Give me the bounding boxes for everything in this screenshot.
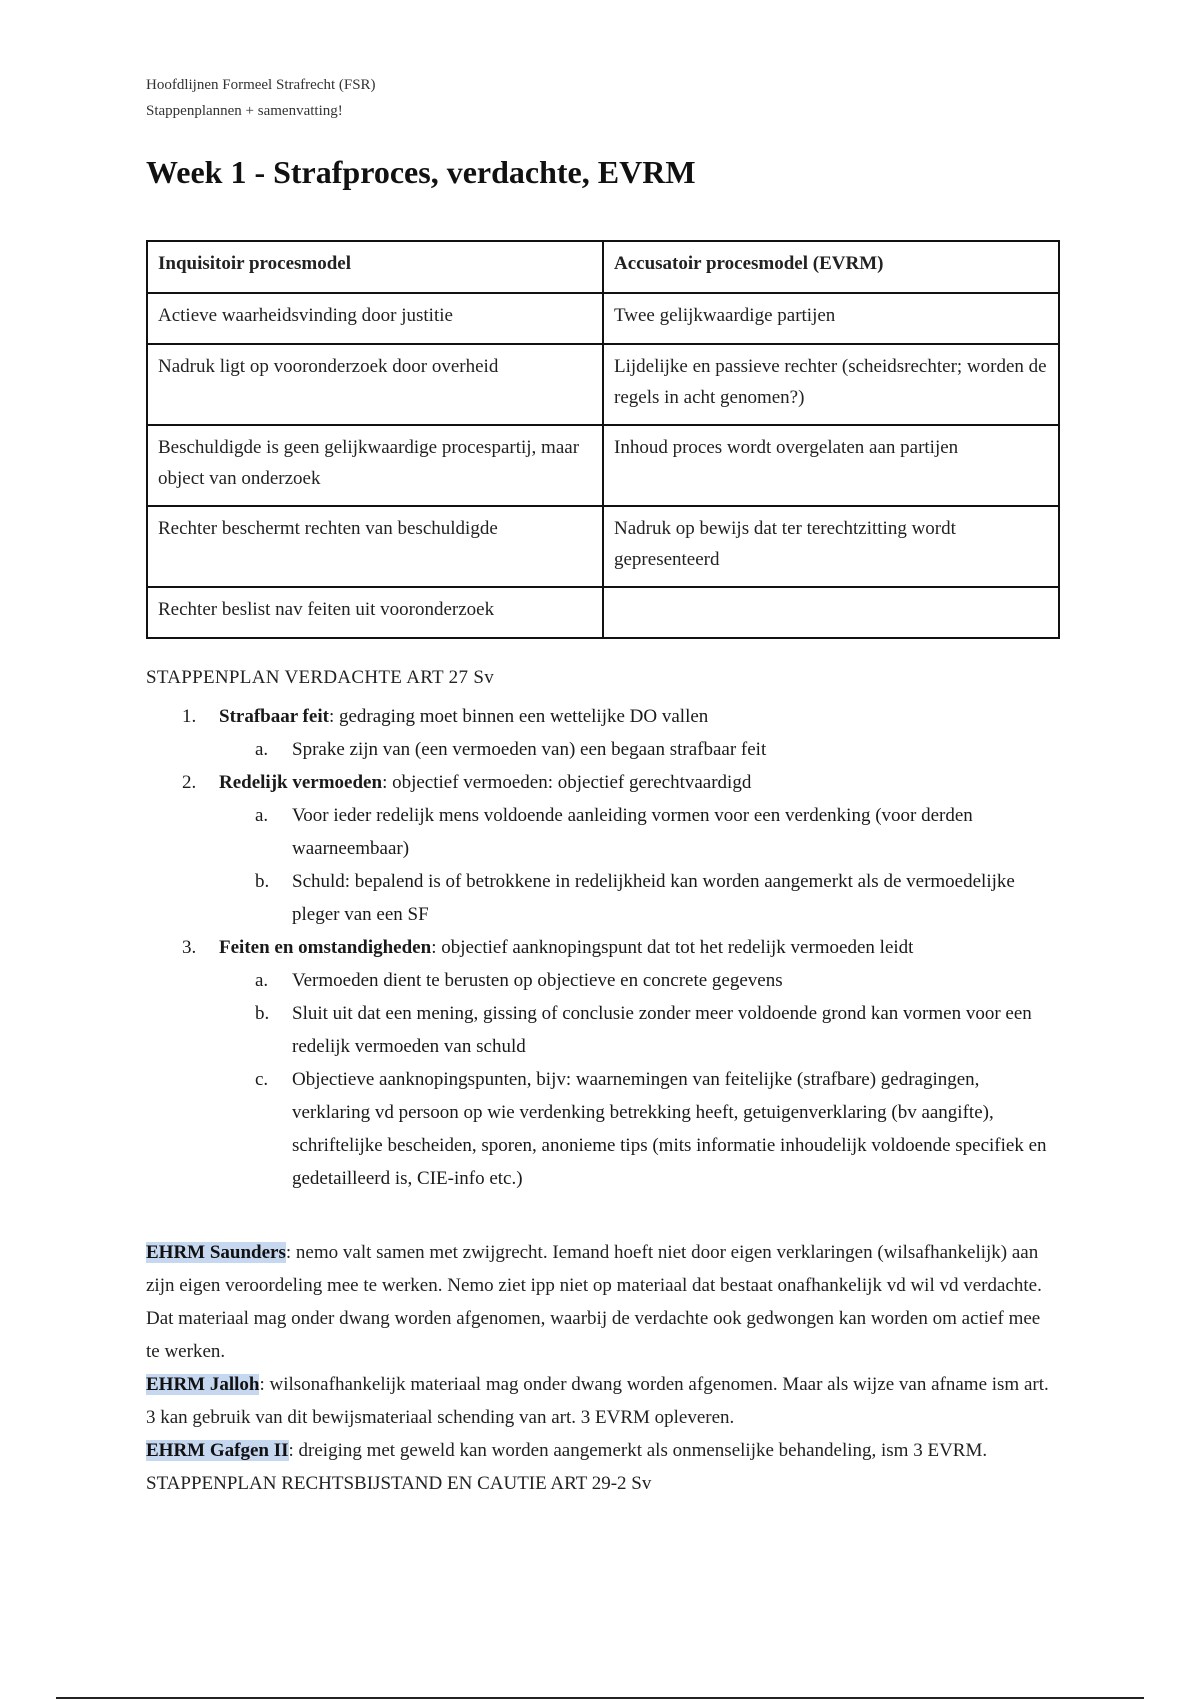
list-item	[219, 1063, 1058, 1195]
step-text: : objectief vermoeden: objectief gerechtvaardigd	[382, 772, 752, 793]
list-item	[219, 733, 1058, 766]
step-text: : gedraging moet binnen een wettelijke DO vallen	[328, 706, 709, 727]
case-text: : dreiging met geweld kan worden aangemerkt als onmenselijke behandeling, ism 3 EVRM.	[288, 1440, 988, 1461]
sub-step-text: Vermoeden dient te berusten op objectieve en concrete gegevens	[292, 970, 783, 991]
case-paragraph	[146, 1368, 1058, 1434]
procesmodel-table	[146, 240, 1060, 639]
table-cell: Nadruk op bewijs dat ter terechtzitting wordt gepresenteerd	[603, 506, 1059, 587]
table-row	[147, 344, 1059, 425]
step-term: Redelijk vermoeden	[219, 772, 383, 793]
list-item	[219, 964, 1058, 997]
sub-list	[219, 733, 1058, 766]
sub-step-text: Objectieve aanknopingspunten, bijv: waarnemingen van feitelijke (strafbare) gedragingen, verklaring vd persoon op wie verdenking betrekking heeft, getuigenverklaring (bv aangifte), schriftelijke bescheiden, sporen, anonieme tips (mits informatie inhoudelijk voldoende specifiek en gedetailleerd is, CIE-info etc.)	[292, 1069, 1047, 1189]
table-cell	[603, 587, 1059, 638]
step-term: Strafbaar feit	[219, 706, 329, 727]
case-name-highlight: EHRM Saunders	[146, 1242, 286, 1263]
ehrm-cases	[146, 1236, 1058, 1500]
step-text: : objectief aanknopingspunt dat tot het redelijk vermoeden leidt	[431, 937, 914, 958]
stappenplan-list	[146, 700, 1058, 1195]
table-cell: Beschuldigde is geen gelijkwaardige procespartij, maar object van onderzoek	[147, 425, 603, 506]
table-cell: Actieve waarheidsvinding door justitie	[147, 293, 603, 344]
table-cell: Lijdelijke en passieve rechter (scheidsrechter; worden de regels in acht genomen?)	[603, 344, 1059, 425]
case-paragraph	[146, 1434, 1058, 1467]
case-paragraph	[146, 1236, 1058, 1368]
table-row	[147, 293, 1059, 344]
table-row	[147, 587, 1059, 638]
sub-list	[219, 964, 1058, 1195]
case-name-highlight: EHRM Jalloh	[146, 1374, 260, 1395]
sub-step-letter: a.	[255, 805, 269, 826]
case-name-highlight: EHRM Gafgen II	[146, 1440, 289, 1461]
section-title-verdachte: STAPPENPLAN VERDACHTE ART 27 Sv	[146, 667, 494, 688]
step-number: 3.	[182, 937, 197, 958]
page-title: Week 1 - Strafproces, verdachte, EVRM	[146, 154, 696, 190]
doc-header-line-1: Hoofdlijnen Formeel Strafrecht (FSR)	[146, 77, 376, 93]
table-cell: Nadruk ligt op vooronderzoek door overheid	[147, 344, 603, 425]
table-cell: Inhoud proces wordt overgelaten aan partijen	[603, 425, 1059, 506]
list-item	[219, 865, 1058, 931]
list-item	[219, 799, 1058, 865]
case-text: : wilsonafhankelijk materiaal mag onder dwang worden afgenomen. Maar als wijze van afname ism art. 3 kan gebruik van dit bewijsmateriaal schending van art. 3 EVRM opleveren.	[146, 1374, 1049, 1428]
table-header-accusatoir: Accusatoir procesmodel (EVRM)	[603, 241, 1059, 293]
case-text: : nemo valt samen met zwijgrecht. Iemand hoeft niet door eigen verklaringen (wilsafhankelijk) aan zijn eigen veroordeling mee te werken. Nemo ziet ipp niet op materiaal dat bestaat onafhankelijk vd wil vd verdachte. Dat materiaal mag onder dwang worden afgenomen, waarbij de verdachte ook gedwongen kan worden om actief mee te werken.	[146, 1242, 1042, 1362]
table-cell: Rechter beschermt rechten van beschuldigde	[147, 506, 603, 587]
sub-step-letter: b.	[255, 871, 270, 892]
doc-header-line-2: Stappenplannen + samenvatting!	[146, 103, 343, 119]
table-header-row	[147, 241, 1059, 293]
step-number: 1.	[182, 706, 197, 727]
sub-step-text: Voor ieder redelijk mens voldoende aanleiding vormen voor een verdenking (voor derden waarneembaar)	[292, 805, 973, 859]
sub-step-text: Sprake zijn van (een vermoeden van) een begaan strafbaar feit	[292, 739, 767, 760]
table-row	[147, 506, 1059, 587]
table-header-inquisitoir: Inquisitoir procesmodel	[147, 241, 603, 293]
table-cell: Twee gelijkwaardige partijen	[603, 293, 1059, 344]
bottom-divider	[56, 1697, 1144, 1699]
list-item	[146, 700, 1058, 766]
list-item	[146, 931, 1058, 1195]
table-cell: Rechter beslist nav feiten uit vooronderzoek	[147, 587, 603, 638]
step-number: 2.	[182, 772, 197, 793]
sub-list	[219, 799, 1058, 931]
list-item	[219, 997, 1058, 1063]
step-term: Feiten en omstandigheden	[219, 937, 432, 958]
sub-step-letter: a.	[255, 739, 269, 760]
sub-step-letter: a.	[255, 970, 269, 991]
sub-step-letter: b.	[255, 1003, 270, 1024]
table-row	[147, 425, 1059, 506]
sub-step-text: Sluit uit dat een mening, gissing of conclusie zonder meer voldoende grond kan vormen voor een redelijk vermoeden van schuld	[292, 1003, 1032, 1057]
sub-step-letter: c.	[255, 1069, 269, 1090]
document-page	[146, 72, 1058, 1494]
section-title-rechtsbijstand: STAPPENPLAN RECHTSBIJSTAND EN CAUTIE ART 29-2 Sv	[146, 1473, 652, 1494]
sub-step-text: Schuld: bepalend is of betrokkene in redelijkheid kan worden aangemerkt als de vermoedelijke pleger van een SF	[292, 871, 1015, 925]
list-item	[146, 766, 1058, 931]
